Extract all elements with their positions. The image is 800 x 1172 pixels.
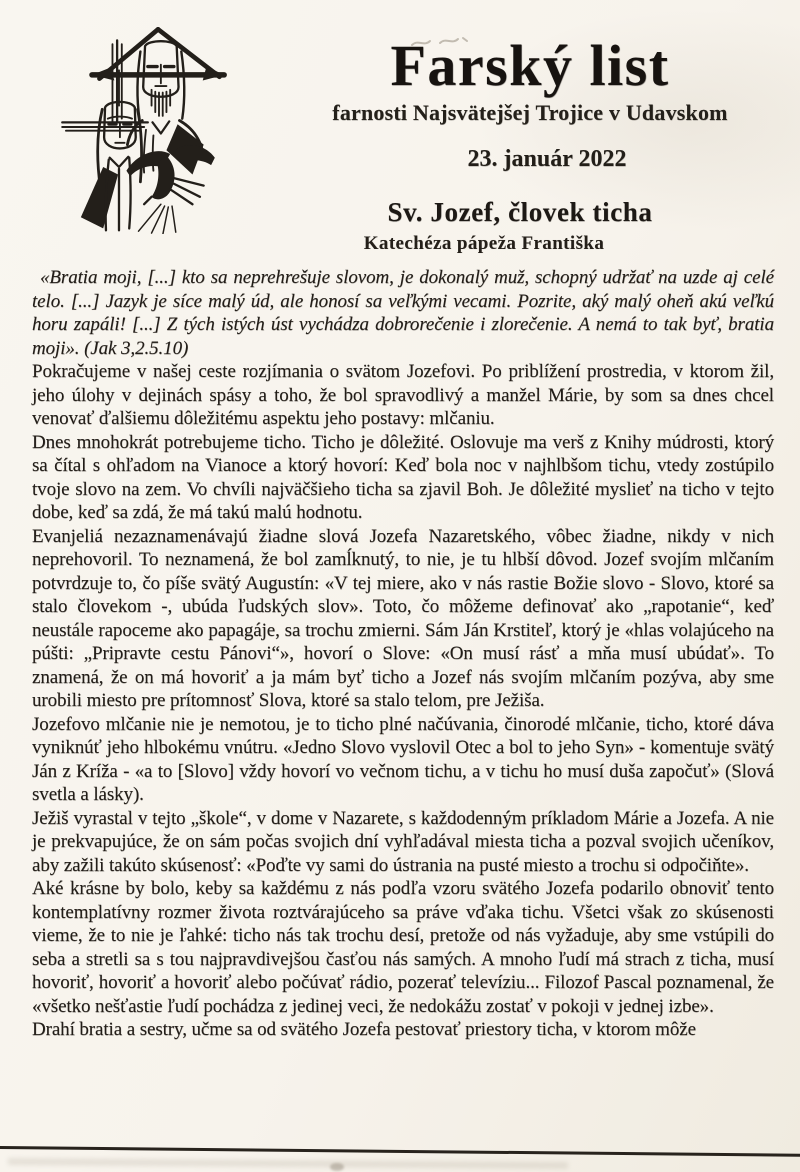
holy-trinity-woodcut-illustration — [52, 20, 266, 234]
paragraph-list — [32, 360, 774, 1042]
article-body — [32, 266, 774, 1042]
page-bottom-rule — [0, 1146, 800, 1157]
next-page-ghost-text — [8, 1158, 568, 1169]
scan-smudge-mark — [408, 32, 472, 52]
holy-spirit-dove-icon — [126, 145, 214, 234]
next-page-ghost-mark — [330, 1163, 344, 1171]
article-paragraph: Aké krásne by bolo, keby sa každému z nás podľa vzoru svätého Jozefa podarilo obnoviť tento kontemplatívny rozmer života roztvárajúceho sa práve vďaka tichu. Všetci však zo skúsenosti vieme, že to nie je ľahké: ticho nás tak trochu desí, pretože od nás vyžaduje, aby sme vstúpili do seba a stretli sa s tou najpravdivejšou časťou nás samých. A mnoho ľudí má strach z ticha, musí hovoriť, hovoriť a hovoriť alebo počúvať rádio, pozerať televíziu... Filozof Pascal poznamenal, že «všetko nešťastie ľudí pochádza z jedinej veci, že nedokážu zostať v pokoji v jednej izbe». — [32, 878, 774, 1017]
masthead — [290, 33, 770, 173]
scripture-quote: «Bratia moji, [...] kto sa neprehrešuje slovom, je dokonalý muž, schopný udržať na uzde aj celé telo. [...] Jazyk je síce malý úd, ale honosí sa veľkými vecami. Pozrite, aký malý oheň akú veľkú horu zapáli! [...] Z tých istých úst vychádza dobrorečenie i zlorečenie. A nemá to tak byť, bratia moji». (Jak 3,2.5.10) — [32, 267, 774, 359]
article-subtitle: Katechéza pápeža Františka — [363, 233, 605, 254]
newsletter-title: Farský list — [390, 33, 670, 98]
article-paragraph: Jozefovo mlčanie nie je nemotou, je to ticho plné načúvania, činorodé mlčanie, ticho, ktoré dáva vyniknúť jeho hlbokému vnútru. «Jedno Slovo vyslovil Otec a bol to jeho Syn» - komentuje svätý Ján z Kríža - «a to [Slovo] vždy hovorí vo večnom tichu, a v tichu ho musí duša započuť» (Slová svetla a lásky). — [32, 713, 774, 805]
article-title: Sv. Jozef, človek ticha — [387, 197, 653, 227]
article-paragraph: Dnes mnohokrát potrebujeme ticho. Ticho je dôležité. Oslovuje ma verš z Knihy múdrosti, ktorý sa čítal s ohľadom na Vianoce a ktorý hovorí: Keď bola noc v najhlbšom tichu, vtedy zostúpilo tvoje slovo na zem. Vo chvíli najväčšieho ticha sa zjavil Boh. Je dôležité myslieť na ticho v tejto dobe, keď sa zdá, že má takú malú hodnotu. — [32, 431, 774, 523]
article-paragraph: Ježiš vyrastal v tejto „škole“, v dome v Nazarete, s každodenným príkladom Márie a Jozefa. A nie je prekvapujúce, že on sám počas svojich dní vyhľadával miesta ticha a pozval svojich učeníkov, aby zažili takúto skúsenosť: «Poďte vy sami do ústrania na pusté miesto a trochu si odpočiňte». — [32, 807, 774, 876]
article-paragraph: Drahí bratia a sestry, učme sa od svätého Jozefa pestovať priestory ticha, v ktorom môže — [32, 1019, 696, 1040]
parish-name: farnosti Najsvätejšej Trojice v Udavskom — [332, 99, 728, 125]
issue-date: 23. január 2022 — [467, 145, 627, 172]
article-paragraph: Evanjeliá nezaznamenávajú žiadne slová Jozefa Nazaretského, vôbec žiadne, nikdy v nich neprehovoril. To neznamená, že bol zamĺknutý, to nie, je tu hlbší dôvod. Jozef svojím mlčaním potvrdzuje to, čo píše svätý Augustín: «V tej miere, ako v nás rastie Božie slovo - Slovo, ktoré sa stalo človekom -, ubúda ľudských slov». Toto, čo môžeme definovať ako „rapotanie“, keď neustále rapoceme ako papagáje, sa trochu zmierni. Sám Ján Krstiteľ, ktorý je «hlas volajúceho na púšti: „Pripravte cestu Pánovi“», hovorí o Slove: «On musí rásť a mňa musí ubúdať». To znamená, že on má hovoriť a ja mám byť ticho a Jozef nás svojím mlčaním pozýva, aby sme urobili miesto pre prítomnosť Slova, ktoré sa stalo telom, pre Ježiša. — [32, 525, 774, 711]
article-paragraph: Pokračujeme v našej ceste rozjímania o svätom Jozefovi. Po priblížení prostredia, v ktorom žil, jeho úlohy v dejinách spásy a toho, že bol spravodlivý a manžel Márie, by som sa dnes chcel venovať ďalšiemu dôležitému aspektu jeho postavy: mlčaniu. — [32, 361, 774, 429]
